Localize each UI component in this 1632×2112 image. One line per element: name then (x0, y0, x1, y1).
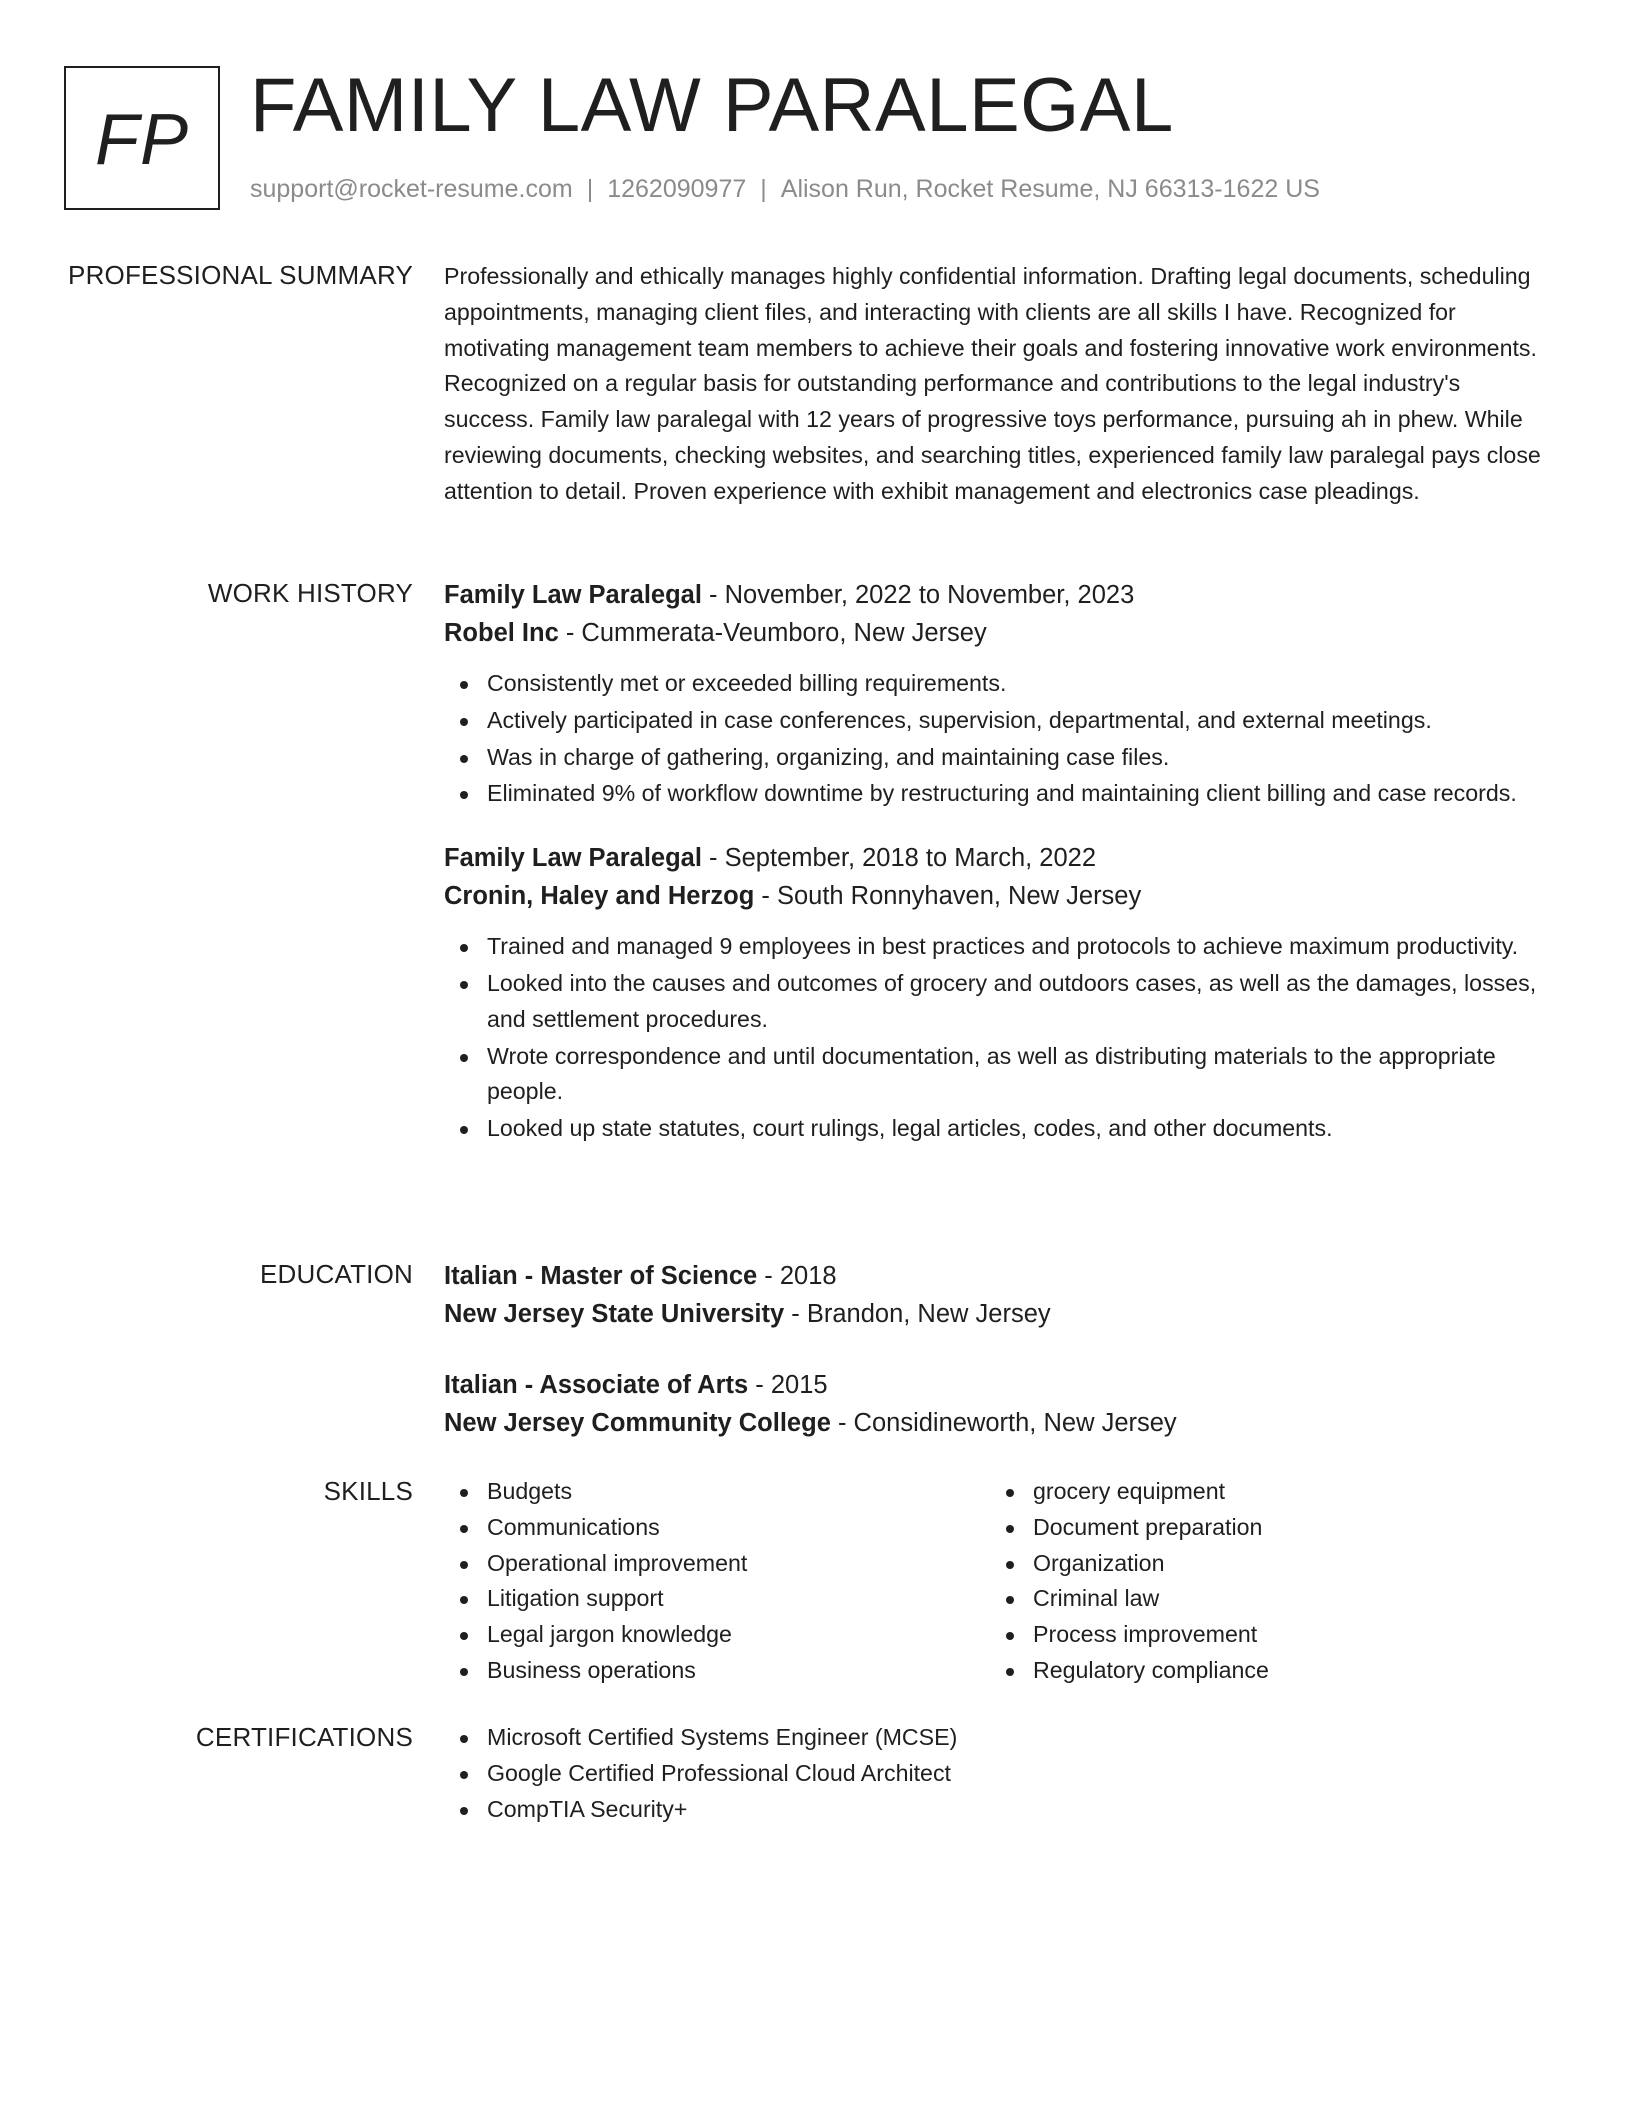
list-item: Looked up state statutes, court rulings, legal articles, codes, and other documents. (444, 1111, 1544, 1147)
list-item: Regulatory compliance (990, 1653, 1536, 1689)
job-title-line (444, 839, 1544, 877)
work-history-heading: WORK HISTORY (207, 578, 413, 608)
skills-column-right (990, 1474, 1536, 1689)
degree-line (444, 1257, 1544, 1295)
school-name: New Jersey Community College (444, 1409, 831, 1437)
education-heading: EDUCATION (260, 1259, 413, 1289)
school-line (444, 1404, 1544, 1442)
degree-name: Italian - Associate of Arts (444, 1371, 749, 1399)
job-duties-list (444, 666, 1544, 812)
list-item: Process improvement (990, 1617, 1536, 1653)
contact-address: Alison Run, Rocket Resume, NJ 66313-1622 US (780, 175, 1320, 203)
summary-text: Professionally and ethically manages highly confidential information. Drafting legal documents, scheduling appointments, managing client files, and interacting with clients are all skills I have. Recognized for motivating management team members to achieve their goals and fostering innovative work environments. Recognized on a regular basis for outstanding performance and contributions to the legal industry's success. Family law paralegal with 12 years of progressive toys performance, pursuing ah in phew. While reviewing documents, checking websites, and searching titles, experienced family law paralegal pays close attention to detail. Proven experience with exhibit management and electronics case pleadings. (444, 263, 1541, 504)
education-entry (444, 1366, 1544, 1442)
job-dates: - September, 2018 to March, 2022 (701, 844, 1097, 873)
list-item: Trained and managed 9 employees in best practices and protocols to achieve maximum productivity. (444, 929, 1544, 965)
contact-line (250, 174, 1320, 204)
contact-separator: | (586, 175, 594, 203)
skills-grid (444, 1474, 1544, 1689)
education-entry (444, 1257, 1544, 1333)
certifications-heading: CERTIFICATIONS (195, 1722, 413, 1752)
job-company: Robel Inc (444, 619, 559, 647)
list-item: Consistently met or exceeded billing requirements. (444, 666, 1544, 702)
summary-heading: PROFESSIONAL SUMMARY (68, 260, 413, 290)
job-location: - South Ronnyhaven, New Jersey (754, 882, 1142, 911)
list-item: grocery equipment (990, 1474, 1536, 1510)
school-location: - Brandon, New Jersey (784, 1300, 1051, 1328)
list-item: Criminal law (990, 1581, 1536, 1617)
certifications-list (444, 1720, 1544, 1827)
resume-title: FAMILY LAW PARALEGAL (250, 63, 1174, 148)
job-duties-list (444, 929, 1544, 1147)
list-item: Eliminated 9% of workflow downtime by restructuring and maintaining client billing and case records. (444, 776, 1544, 812)
resume-header (64, 63, 1574, 211)
monogram-logo: FP (64, 66, 220, 210)
job-role: Family Law Paralegal (444, 844, 702, 873)
school-location: - Considineworth, New Jersey (830, 1409, 1177, 1437)
job-entry (444, 839, 1544, 1147)
list-item: Budgets (444, 1474, 990, 1510)
job-dates: - November, 2022 to November, 2023 (701, 581, 1135, 609)
job-company-line (444, 614, 1544, 652)
list-item: Communications (444, 1510, 990, 1546)
list-item: Google Certified Professional Cloud Architect (444, 1756, 1544, 1792)
list-item: Operational improvement (444, 1546, 990, 1582)
degree-line (444, 1366, 1544, 1404)
job-role: Family Law Paralegal (444, 581, 702, 609)
list-item: Looked into the causes and outcomes of grocery and outdoors cases, as well as the damages, losses, and settlement procedures. (444, 966, 1544, 1038)
list-item: Was in charge of gathering, organizing, and maintaining case files. (444, 740, 1544, 776)
list-item: Legal jargon knowledge (444, 1617, 990, 1653)
list-item: Microsoft Certified Systems Engineer (MCSE) (444, 1720, 1544, 1756)
list-item: Actively participated in case conferences, supervision, departmental, and external meetings. (444, 703, 1544, 739)
school-line (444, 1295, 1544, 1333)
contact-separator: | (760, 175, 767, 203)
school-name: New Jersey State University (444, 1300, 785, 1328)
list-item: Organization (990, 1546, 1536, 1582)
degree-name: Italian - Master of Science (444, 1262, 758, 1290)
contact-phone: 1262090977 (607, 175, 747, 203)
degree-year: - 2018 (757, 1262, 837, 1290)
job-company-line (444, 877, 1544, 915)
contact-email: support@rocket-resume.com (250, 175, 573, 203)
job-entry (444, 576, 1544, 812)
list-item: Document preparation (990, 1510, 1536, 1546)
skills-heading: SKILLS (323, 1476, 413, 1506)
job-company: Cronin, Haley and Herzog (444, 882, 755, 911)
list-item: Business operations (444, 1653, 990, 1689)
list-item: Litigation support (444, 1581, 990, 1617)
job-location: - Cummerata-Veumboro, New Jersey (558, 619, 987, 647)
job-title-line (444, 576, 1544, 614)
list-item: CompTIA Security+ (444, 1792, 1544, 1828)
skills-column-left (444, 1474, 990, 1689)
list-item: Wrote correspondence and until documentation, as well as distributing materials to the appropriate people. (444, 1039, 1544, 1111)
degree-year: - 2015 (748, 1371, 828, 1399)
